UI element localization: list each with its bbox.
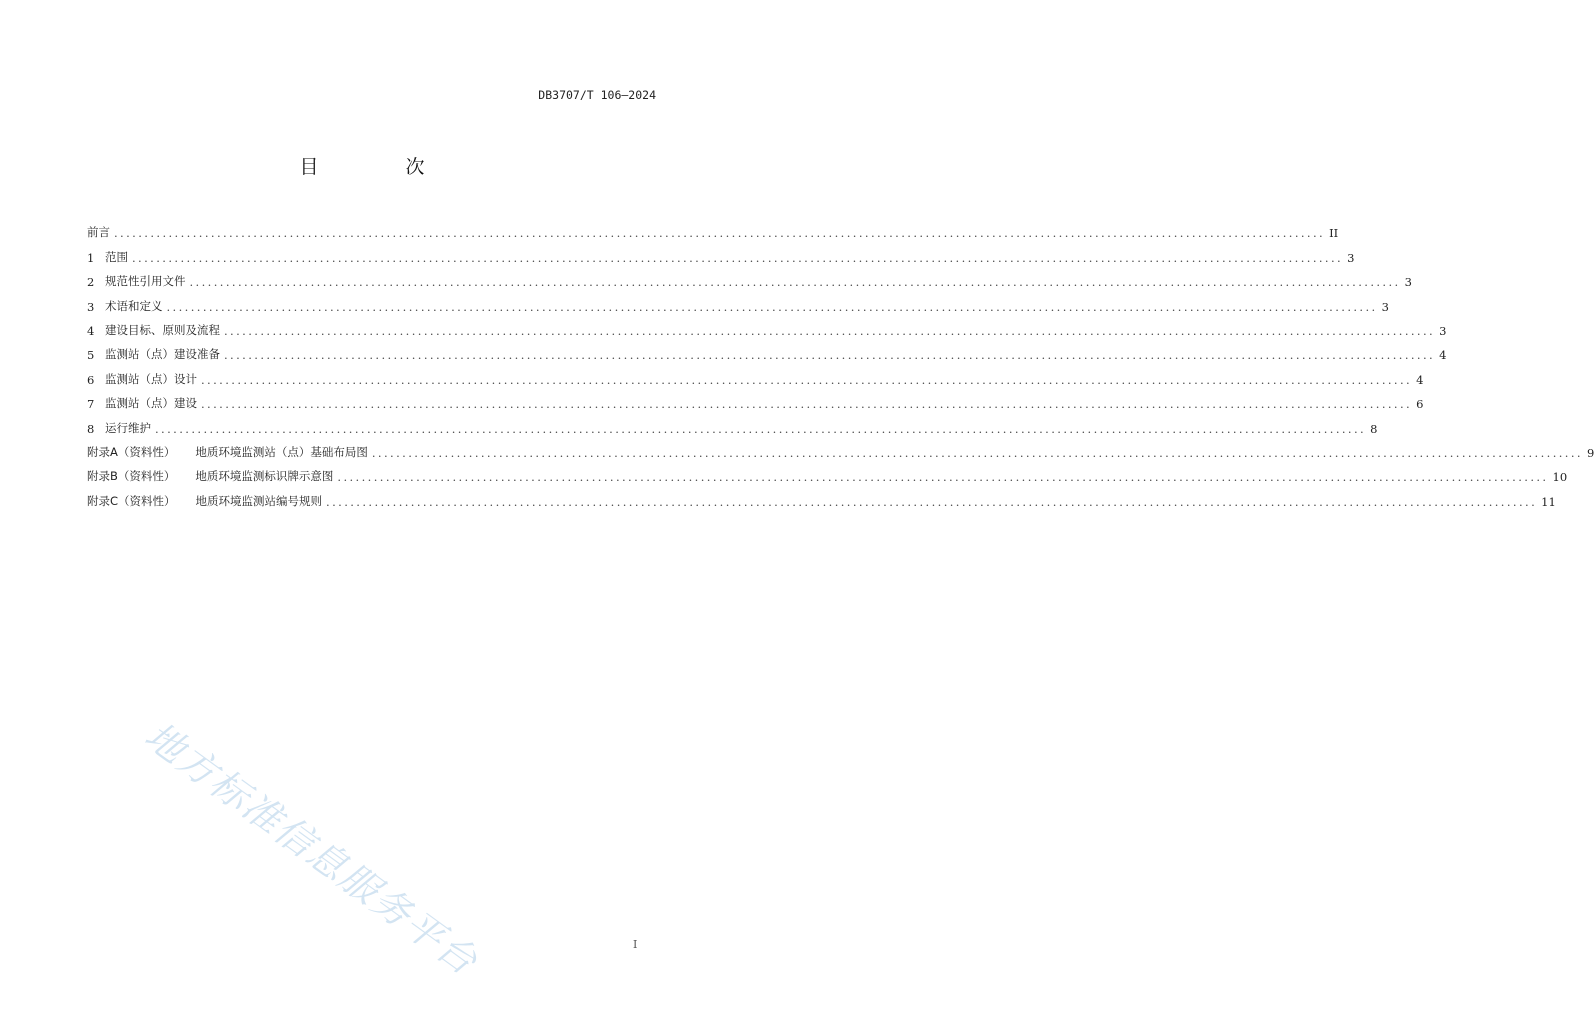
toc-entry-text: 术语和定义 xyxy=(105,298,163,313)
toc-entry-number: 6 xyxy=(87,372,95,387)
toc-leader-dots: ........................................................................................................................................................................................................ xyxy=(189,275,1401,290)
toc-leader-dots: ........................................................................................................................................................................................................ xyxy=(224,323,1436,338)
toc-page-number: 4 xyxy=(1439,348,1447,363)
toc-row-design[interactable] xyxy=(87,362,1424,387)
toc-leader-dots: ........................................................................................................................................................................................................ xyxy=(337,470,1549,485)
toc-entry-text: 范围 xyxy=(105,249,128,264)
toc-entry-text: 运行维护 xyxy=(105,420,151,435)
toc-page-number: 6 xyxy=(1416,397,1424,412)
toc-row-goals-principles[interactable] xyxy=(87,314,1447,338)
toc-row-scope[interactable] xyxy=(87,240,1355,265)
toc-leader-dots: ........................................................................................................................................................................................................ xyxy=(132,250,1344,265)
toc-leader-dots: ........................................................................................................................................................................................................ xyxy=(326,494,1538,509)
toc-leader-dots: ........................................................................................................................................................................................................ xyxy=(224,348,1436,363)
toc-leader-dots: ........................................................................................................................................................................................................ xyxy=(114,226,1326,241)
toc-entry-text: 监测站（点）建设 xyxy=(105,396,197,411)
toc-page-number: 3 xyxy=(1404,275,1412,290)
toc-row-normative-references[interactable] xyxy=(87,265,1412,290)
toc-appendix-label: 附录C（资料性） xyxy=(87,493,176,508)
toc-page-number: 4 xyxy=(1416,372,1424,387)
toc-page-number: 10 xyxy=(1552,470,1568,485)
toc-appendix-title: 地质环境监测站编号规则 xyxy=(195,493,323,508)
toc-leader-dots: ........................................................................................................................................................................................................ xyxy=(371,445,1583,460)
toc-appendix-title: 地质环境监测标识牌示意图 xyxy=(195,469,334,484)
toc-entry-number: 5 xyxy=(87,348,95,363)
toc-entry-text: 前言 xyxy=(87,225,110,240)
toc-row-appendix-c[interactable] xyxy=(87,484,1556,509)
toc-page-number: 3 xyxy=(1381,299,1389,314)
toc-row-terms-definitions[interactable] xyxy=(87,289,1389,314)
toc-leader-dots: ........................................................................................................................................................................................................ xyxy=(201,372,1413,387)
watermark: 地方标准信息服务平台 xyxy=(136,713,487,985)
toc-appendix-label: 附录A（资料性） xyxy=(87,444,176,459)
toc-row-foreword[interactable] xyxy=(87,216,1339,241)
toc-appendix-title: 地质环境监测站（点）基础布局图 xyxy=(195,444,368,459)
toc-page-number: 11 xyxy=(1541,494,1556,509)
toc-entry-text: 监测站（点）建设准备 xyxy=(105,347,220,362)
toc-row-appendix-b[interactable] xyxy=(87,460,1568,485)
toc-row-appendix-a[interactable] xyxy=(87,436,1594,460)
toc-leader-dots: ........................................................................................................................................................................................................ xyxy=(201,397,1413,412)
toc-leader-dots: ........................................................................................................................................................................................................ xyxy=(166,299,1378,314)
toc-entry-number: 8 xyxy=(87,421,95,436)
toc-page-number: 3 xyxy=(1439,323,1447,338)
toc-entry-text: 规范性引用文件 xyxy=(105,274,186,289)
toc-entry-text: 建设目标、原则及流程 xyxy=(105,322,220,337)
toc-leader-dots: ........................................................................................................................................................................................................ xyxy=(155,421,1367,436)
table-of-contents xyxy=(87,216,1594,509)
toc-page-number: 8 xyxy=(1370,421,1378,436)
toc-appendix-label: 附录B（资料性） xyxy=(87,469,176,484)
toc-row-operation[interactable] xyxy=(87,411,1378,436)
toc-page-number: II xyxy=(1329,226,1339,241)
toc-row-preparation[interactable] xyxy=(87,338,1447,363)
toc-entry-number: 7 xyxy=(87,397,95,412)
document-code: DB3707/T 106—2024 xyxy=(538,88,656,102)
toc-entry-number: 3 xyxy=(87,299,95,314)
page-number: I xyxy=(633,938,638,951)
toc-entry-text: 监测站（点）设计 xyxy=(105,371,197,386)
toc-entry-number: 4 xyxy=(87,323,95,338)
toc-page-number: 9 xyxy=(1586,445,1594,460)
toc-title: 目 次 xyxy=(299,156,459,178)
toc-entry-number: 2 xyxy=(87,275,95,290)
toc-row-construction[interactable] xyxy=(87,387,1424,412)
toc-entry-number: 1 xyxy=(87,250,95,265)
toc-page-number: 3 xyxy=(1347,250,1355,265)
